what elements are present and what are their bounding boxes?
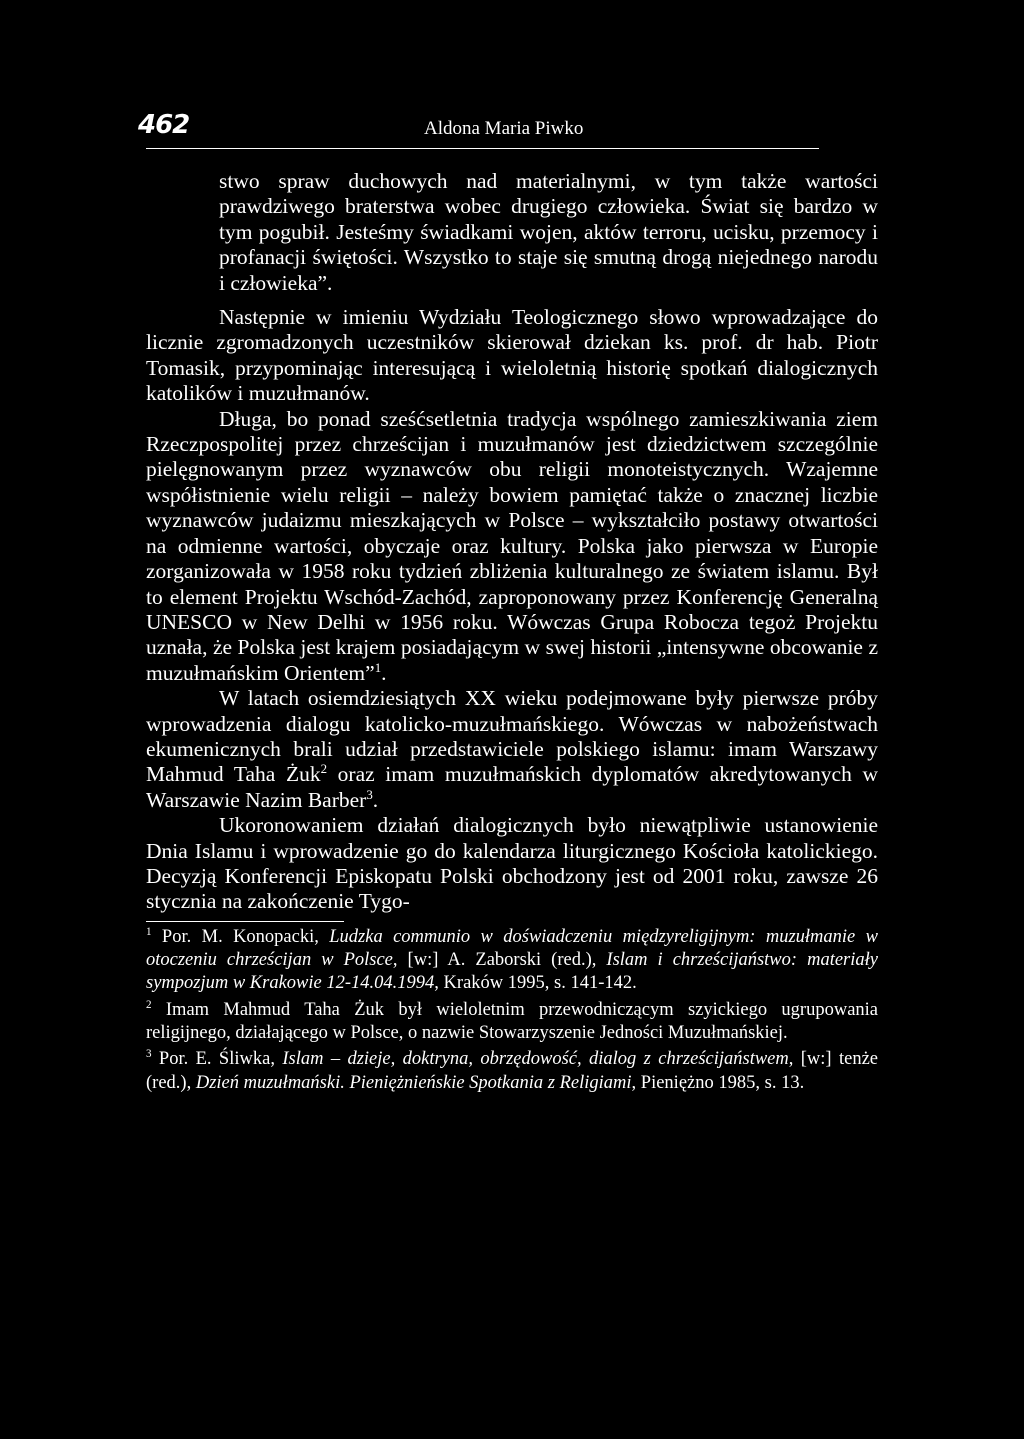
paragraph-text: . — [372, 787, 379, 812]
footnote-number: 2 — [146, 998, 152, 1011]
footnote-ref[interactable]: 2 — [320, 762, 328, 777]
page — [138, 110, 878, 1095]
footnote-title: Islam i chrześcijaństwo: materiały sympozjum w Krakowie 12-14.04.1994 — [146, 950, 878, 994]
footnote-text: Por. E. Śliwka, — [151, 1049, 283, 1070]
footnote-title: Islam – dzieje, doktryna, obrzędowość, dialog z chrześcijaństwem — [282, 1049, 789, 1070]
footnote-text: , Pieniężno 1985, s. 13. — [631, 1072, 805, 1093]
running-head: Aldona Maria Piwko — [424, 118, 584, 139]
page-header — [138, 110, 819, 149]
footnote-text: Imam Mahmud Taha Żuk był wieloletnim przewodniczącym szyickiego ugrupowania religijnego, działającego w Polsce, o nazwie Stowarzyszenie Jedności Muzułmańskiej. — [146, 999, 878, 1043]
footnote-ref[interactable]: 1 — [374, 660, 382, 675]
paragraph-continued: stwo spraw duchowych nad materialnymi, w tym także wartości prawdziwego braterstwa wobec drugiego człowieka. Świat się bardzo w tym pogubił. Jesteśmy świadkami wojen, aktów terroru, ucisku, przemocy i profanacji świętości. Wszystko to staje się smutną drogą niejednego narodu i człowieka”. — [219, 169, 878, 295]
footnotes — [146, 926, 878, 1095]
page-number: 462 — [138, 110, 190, 140]
footnote-1 — [146, 926, 878, 996]
paragraph: Ukoronowaniem działań dialogicznych było niewątpliwie ustanowienie Dnia Islamu i wprowadzenie go do kalendarza liturgicznego Kościoła katolickiego. Decyzją Konferencji Episkopatu Polski obchodzony jest od 2001 roku, zawsze 26 stycznia na zakończenie Tygo- — [146, 813, 878, 914]
body-text — [146, 169, 878, 915]
paragraph-text: Długa, bo ponad sześćsetletnia tradycja wspólnego zamieszkiwania ziem Rzeczpospolitej przez chrześcijan i muzułmanów jest dziedzictwem szczególnie pielęgnowanym przez wyznawców obu religii monoteistycznych. Wzajemne współistnienie wielu religii – należy bowiem pamiętać także o znacznej liczbie wyznawców judaizmu mieszkających w Polsce – wykształciło postawy otwartości na odmienne wartości, obyczaje oraz kultury. Polska jako pierwsza w Europie zorganizowała w 1958 roku tydzień zbliżenia kulturalnego ze światem islamu. Był to element Projektu Wschód-Zachód, zaproponowany przez Konferencję Generalną UNESCO w New Delhi w 1956 roku. Wówczas Grupa Robocza tegoż Projektu uznała, że Polska jest krajem posiadającym w swej historii „intensywne obcowanie z muzułmańskim Orientem” — [146, 406, 878, 685]
footnote-text: Por. M. Konopacki, — [151, 926, 330, 947]
paragraph — [146, 686, 878, 813]
paragraph-text: W latach osiemdziesiątych XX wieku podejmowane były pierwsze próby wprowadzenia dialogu katolicko-muzułmańskiego. Wówczas w nabożeństwach ekumenicznych brali udział przedstawiciele polskiego islamu: imam Warszawy Mahmud Taha Żuk — [146, 686, 878, 787]
footnote-divider — [146, 921, 344, 922]
footnote-title: Dzień muzułmański. Pieniężnieńskie Spotkania z Religiami — [195, 1072, 632, 1093]
footnote-text: , Kraków 1995, s. 141-142. — [434, 973, 637, 994]
footnote-text: , [w:] tenże (red.), — [146, 1049, 878, 1093]
paragraph — [146, 407, 878, 686]
footnote-number: 1 — [146, 925, 152, 938]
footnote-2 — [146, 999, 878, 1046]
footnote-text: , [w:] A. Zaborski (red.), — [392, 950, 607, 971]
footnote-title: Ludzka communio w doświadczeniu międzyreligijnym: muzułmanie w otoczeniu chrześcijan w Polsce — [146, 926, 878, 971]
footnote-3 — [146, 1048, 878, 1095]
paragraph-text: . — [381, 660, 387, 685]
paragraph: Następnie w imieniu Wydziału Teologicznego słowo wprowadzające do licznie zgromadzonych uczestników skierował dziekan ks. prof. dr hab. Piotr Tomasik, przypominając interesującą i wieloletnią historię spotkań dialogicznych katolików i muzułmanów. — [146, 305, 878, 406]
footnote-ref[interactable]: 3 — [366, 787, 373, 802]
paragraph-text: oraz imam muzułmańskich dyplomatów akredytowanych w Warszawie Nazim Barber — [146, 762, 878, 812]
footnote-number: 3 — [146, 1048, 152, 1061]
